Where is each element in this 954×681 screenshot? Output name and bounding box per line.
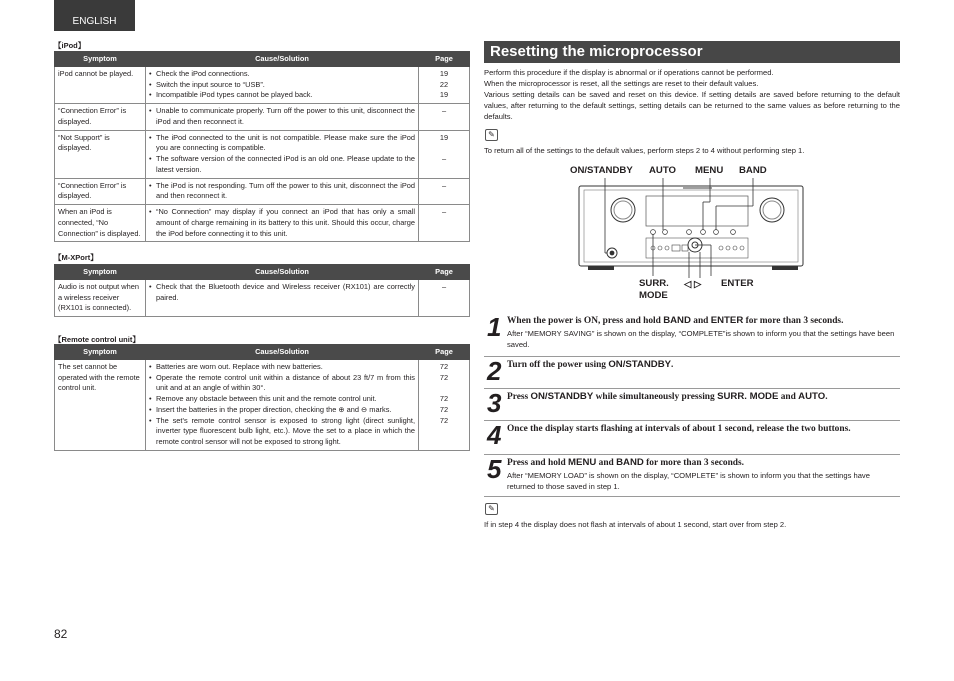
cause-item — [149, 282, 415, 303]
page-reference: 72 — [439, 415, 449, 425]
table-header-row — [55, 52, 470, 67]
symptom-cell: The set cannot be operated with the remote control unit. — [55, 360, 146, 451]
mxport-section-title: 【M-XPort】 — [54, 253, 98, 262]
step-number: 4 — [487, 420, 502, 450]
symptom-column-header: Symptom — [55, 265, 146, 280]
table-row — [55, 104, 470, 130]
note-default-values: To return all of the settings to the default values, perform steps 2 to 4 without performing step 1. — [484, 146, 805, 155]
mxport-troubleshooting-table — [54, 264, 470, 317]
cause-item — [149, 90, 415, 101]
instruction-text: for more than 3 seconds. — [643, 458, 744, 468]
symptom-cell: iPod cannot be played. — [55, 67, 146, 104]
instruction-text: while simultaneously pressing — [593, 392, 718, 402]
cause-cell — [146, 280, 419, 317]
symptom-column-header: Symptom — [55, 52, 146, 67]
step-number: 2 — [487, 356, 502, 386]
intro-line-1: Perform this procedure if the display is abnormal or if operations cannot be performed. — [484, 68, 774, 77]
page-reference: 72 — [439, 394, 449, 404]
cause-text: “No Connection” may display if you connect an iPod that has only a small amount of charge remaining in its battery to this unit. Should this occur, charge the iPod before connecting it to this unit. — [156, 207, 415, 238]
table-row — [55, 205, 470, 242]
table-row — [55, 130, 470, 178]
cause-text: Unable to communicate properly. Turn off the power to this unit, disconnect the iPod and then reconnect it. — [156, 106, 415, 126]
table-row — [55, 360, 470, 451]
remote-troubleshooting-table — [54, 344, 470, 451]
cause-item — [149, 80, 415, 91]
ipod-troubleshooting-table — [54, 51, 470, 242]
cause-item — [149, 154, 415, 175]
page-cell — [419, 130, 470, 178]
cause-text: The software version of the connected iPod is an old one. Please update to the latest version. — [156, 154, 415, 174]
label-band: BAND — [739, 165, 767, 176]
instruction-text: for more than 3 seconds. — [743, 316, 844, 326]
cause-cell — [146, 104, 419, 130]
bullet-icon: • — [149, 132, 152, 142]
cause-item — [149, 207, 415, 239]
page-column-header: Page — [419, 52, 470, 67]
page-cell — [419, 67, 470, 104]
cause-item — [149, 133, 415, 154]
instruction-text: and — [690, 316, 711, 326]
page-reference: – — [441, 180, 447, 190]
button-name: SURR. MODE — [717, 391, 779, 402]
cause-cell — [146, 360, 419, 451]
cause-column-header: Cause/Solution — [146, 265, 419, 280]
label-cursor-arrows: ◁ ▷ — [684, 279, 702, 290]
instruction-text: and — [596, 458, 617, 468]
cause-text: Insert the batteries in the proper direction, checking the ⊕ and ⊖ marks. — [156, 404, 392, 414]
step-instruction — [507, 391, 898, 403]
cause-text: The set’s remote control sensor is exposed to strong light (direct sunlight, inverter type fluorescent bulb light, etc.). Move the set to a place in which the remote control sensor will not be exposed to strong light. — [156, 415, 415, 447]
label-auto: AUTO — [649, 165, 677, 176]
button-name: MENU — [568, 457, 597, 468]
step-detail: After “MEMORY LOAD” is shown on the display, “COMPLETE” is shown to inform you that the settings have returned to those saved in step 1. — [507, 471, 870, 491]
reset-intro — [484, 67, 900, 122]
bullet-icon: • — [149, 404, 152, 414]
page-reference: – — [441, 207, 447, 217]
table-header-row — [55, 345, 470, 360]
bullet-icon: • — [149, 415, 152, 425]
cause-item — [149, 69, 415, 80]
button-name: ENTER — [710, 315, 744, 326]
step-instruction — [507, 315, 898, 327]
instruction-text: When the power is ON, press and hold — [507, 316, 664, 326]
instruction-text: Press and hold — [507, 458, 569, 468]
cause-item — [149, 394, 415, 405]
cause-item — [149, 362, 415, 373]
remote-section-title: 【Remote control unit】 — [54, 335, 140, 344]
pencil-note-icon-2: ✎ — [485, 503, 498, 515]
page-reference: 72 — [439, 362, 449, 371]
page-cell — [419, 104, 470, 130]
pencil-note-icon: ✎ — [485, 129, 498, 141]
cause-item — [149, 416, 415, 448]
cause-item — [149, 181, 415, 202]
symptom-cell: “Not Support” is displayed. — [55, 130, 146, 178]
bullet-icon: • — [149, 106, 152, 116]
bullet-icon: • — [149, 362, 152, 371]
symptom-cell: “Connection Error” is displayed. — [55, 178, 146, 204]
cause-text: Operate the remote control unit within a distance of about 23 ft/7 m from this unit and at an angle of within 30°. — [156, 372, 415, 393]
label-on-standby: ON/STANDBY — [570, 165, 633, 176]
bullet-icon: • — [149, 282, 152, 291]
page-column-header: Page — [419, 345, 470, 360]
step-4 — [484, 420, 900, 455]
language-tab-label: ENGLISH — [72, 16, 117, 27]
bullet-icon: • — [149, 180, 152, 190]
intro-line-2: When the microprocessor is reset, all the settings are reset to their default values. — [484, 79, 759, 88]
bullet-icon: • — [149, 69, 152, 78]
bullet-icon: • — [149, 90, 152, 100]
button-name: BAND — [616, 457, 644, 468]
step-number: 1 — [487, 312, 502, 342]
language-tab — [54, 0, 135, 31]
page-reference: – — [441, 154, 447, 164]
button-name: BAND — [663, 315, 691, 326]
page-reference: 72 — [439, 404, 449, 414]
cause-text: Check the iPod connections. — [156, 69, 250, 78]
page-reference: 19 — [439, 132, 449, 142]
page-reference: – — [441, 106, 447, 116]
bullet-icon: • — [149, 207, 152, 217]
bullet-icon: • — [149, 79, 152, 89]
cause-column-header: Cause/Solution — [146, 52, 419, 67]
cause-text: Batteries are worn out. Replace with new batteries. — [156, 362, 323, 371]
page-cell — [419, 280, 470, 317]
cause-item — [149, 106, 415, 127]
instruction-text: and — [778, 392, 799, 402]
cause-text: Switch the input source to “USB”. — [156, 79, 265, 89]
cause-text: The iPod is not responding. Turn off the power to this unit, disconnect the iPod and then reconnect it. — [156, 180, 415, 201]
button-name: ON/STANDBY — [530, 391, 594, 402]
label-surr: SURR. — [639, 278, 669, 289]
step-instruction — [507, 457, 898, 469]
cause-text: The iPod connected to the unit is not compatible. Please make sure the iPod you are connecting is compatible. — [156, 132, 415, 153]
step-number: 5 — [487, 454, 502, 484]
page-reference: 22 — [439, 79, 449, 89]
label-menu: MENU — [695, 165, 724, 176]
reset-section-banner: Resetting the microprocessor — [484, 41, 900, 63]
button-name: AUTO — [798, 391, 826, 402]
bullet-icon: • — [149, 154, 152, 164]
page-reference: 19 — [439, 90, 449, 100]
page-column-header: Page — [419, 265, 470, 280]
button-name: ON/STANDBY — [608, 359, 672, 370]
step-1 — [484, 312, 900, 357]
cause-item — [149, 405, 415, 416]
intro-line-3: Various setting details can be saved and reset on this device. If setting details are saved before returning to the default values, after returning to the default settings, setting details can be returned to the same values as before returning to the defaults. — [484, 90, 900, 121]
instruction-text: Press — [507, 392, 531, 402]
table-row — [55, 67, 470, 104]
cause-item — [149, 373, 415, 394]
page-cell — [419, 205, 470, 242]
instruction-text: Turn off the power using — [507, 360, 609, 370]
step-detail: After “MEMORY SAVING” is shown on the display, “COMPLETE”is shown to inform you that the settings have been saved. — [507, 329, 895, 349]
bullet-icon: • — [149, 372, 152, 382]
cause-column-header: Cause/Solution — [146, 345, 419, 360]
cause-cell — [146, 205, 419, 242]
cause-cell — [146, 67, 419, 104]
page-reference: – — [441, 282, 447, 291]
cause-cell — [146, 178, 419, 204]
symptom-cell: Audio is not output when a wireless receiver (RX101 is connected). — [55, 280, 146, 317]
step-instruction — [507, 423, 898, 435]
table-row — [55, 280, 470, 317]
bullet-icon: • — [149, 394, 152, 404]
page-cell — [419, 178, 470, 204]
note-start-over: If in step 4 the display does not flash at intervals of about 1 second, start over from step 2. — [484, 520, 787, 529]
cause-text: Remove any obstacle between this unit and the remote control unit. — [156, 394, 377, 404]
instruction-text: Once the display starts flashing at intervals of about 1 second, release the two buttons. — [507, 424, 851, 434]
page-cell — [419, 360, 470, 451]
page-reference: 19 — [439, 69, 449, 78]
label-enter: ENTER — [721, 278, 754, 289]
label-mode: MODE — [639, 290, 668, 301]
symptom-cell: When an iPod is connected, “No Connection” is displayed. — [55, 205, 146, 242]
symptom-column-header: Symptom — [55, 345, 146, 360]
table-header-row — [55, 265, 470, 280]
step-instruction — [507, 359, 898, 371]
table-row — [55, 178, 470, 204]
symptom-cell: “Connection Error” is displayed. — [55, 104, 146, 130]
step-3 — [484, 388, 900, 421]
instruction-text: . — [825, 392, 828, 402]
cause-cell — [146, 130, 419, 178]
cause-text: Incompatible iPod types cannot be played back. — [156, 90, 313, 100]
page-reference: 72 — [439, 372, 449, 382]
ipod-section-title: 【iPod】 — [54, 41, 86, 50]
front-panel-diagram — [484, 160, 900, 308]
page-number: 82 — [54, 627, 68, 641]
receiver-front-panel-drawing — [484, 160, 900, 308]
step-5 — [484, 454, 900, 497]
cause-text: Check that the Bluetooth device and Wireless receiver (RX101) are correctly paired. — [156, 282, 415, 302]
instruction-text: . — [671, 360, 674, 370]
step-2 — [484, 356, 900, 389]
step-number: 3 — [487, 388, 502, 418]
